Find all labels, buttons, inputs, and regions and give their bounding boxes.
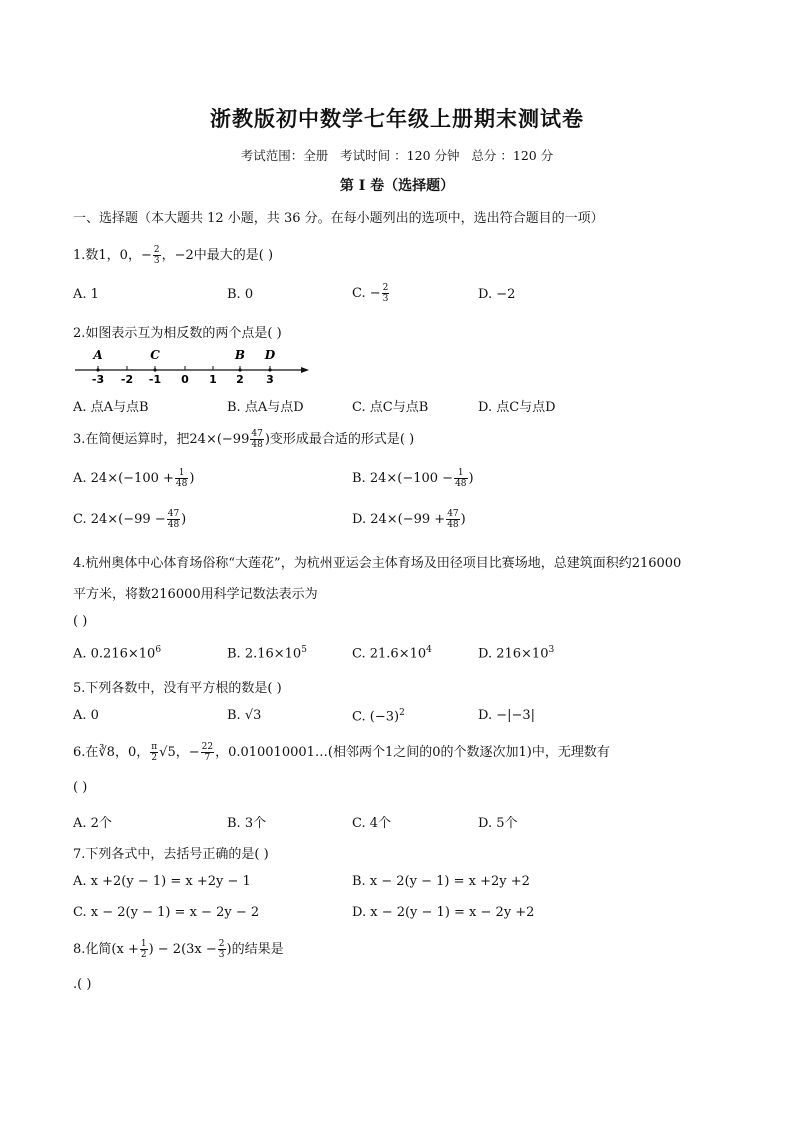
q3-option-d: D. 24×(−99 + $\frac{47}{48}$ ) [352, 509, 466, 530]
q1-option-a: A. 1 [73, 287, 99, 302]
q1-option-d: D. −2 [478, 287, 516, 302]
number-line-point-label: B [234, 348, 246, 362]
question-4-line-2: 平方米，将数216000用科学记数法表示为 [73, 587, 318, 602]
question-4-line-1: 4.杭州奥体中心体育场俗称“大莲花”，为杭州亚运会主体育场及田径项目比赛场地，总建筑面积约216000 [73, 556, 682, 571]
q6-option-d: D. 5个 [478, 816, 518, 831]
q5-option-b: B. √3 [227, 708, 262, 723]
volume-heading: 第 I 卷（选择题） [339, 178, 455, 194]
q4-option-b: B. $2.16\times 10^5$ [227, 645, 307, 662]
number-line-tick-label: 3 [266, 373, 274, 384]
q2-option-b: B. 点A与点D [227, 400, 304, 415]
q3-option-b: B. 24×(−100 − $\frac{1}{48}$ ) [352, 468, 474, 489]
question-1 [73, 244, 273, 266]
number-line-point-label: D [264, 348, 276, 362]
question-3: 3.在简便运算时，把24×(−99 $\frac{47}{48}$ )变形成最合适的形式是( ) [73, 429, 415, 450]
section-heading: 一、选择题（本大题共 12 小题，共 36 分。在每小题列出的选项中，选出符合题目的一项） [73, 211, 604, 226]
q1-option-c: C. − $\frac{2}{3}$ [352, 283, 389, 304]
q1-fraction: $\frac{2}{3}$ [153, 245, 160, 266]
number-line-point-label: A [93, 348, 103, 362]
page-title: 浙教版初中数学七年级上册期末测试卷 [210, 107, 584, 131]
number-line-point-c [153, 368, 156, 371]
q7-option-d: D. x − 2(y − 1) = x − 2y +2 [352, 905, 535, 920]
q1-text-pre: 1.数1，0，− [73, 248, 152, 263]
number-line-point-a [96, 368, 99, 371]
q5-option-d: D. −|−3| [478, 708, 536, 723]
q6-option-b: B. 3个 [227, 816, 267, 831]
number-line-tick-label: -3 [91, 373, 105, 384]
number-line-arrow [301, 367, 309, 373]
q1-option-b: B. 0 [227, 287, 254, 302]
q4-option-c: C. $21.6\times 10^4$ [352, 645, 432, 662]
q6-option-c: C. 4个 [352, 816, 392, 831]
q2-option-d: D. 点C与点D [478, 400, 556, 415]
q5-option-a: A. 0 [73, 708, 99, 723]
number-line-point-label: C [150, 348, 160, 362]
question-4-line-3: ( ) [73, 614, 88, 629]
q5-option-c: C. $(-3)^2$ [352, 708, 405, 725]
question-8-line-2: .( ) [73, 977, 92, 992]
number-line-tick-label: 1 [209, 373, 217, 384]
q6-option-a: A. 2个 [73, 816, 112, 831]
number-line-tick-label: -1 [148, 373, 162, 384]
number-line-tick-label: 0 [181, 373, 189, 384]
q7-option-c: C. x − 2(y − 1) = x − 2y − 2 [73, 905, 260, 920]
q3-option-c: C. 24×(−99 − $\frac{47}{48}$ ) [73, 509, 187, 530]
question-8: 8.化简(x + $\frac{1}{2}$ ) − 2(3x − $\frac{2}{3}$ )的结果是 [73, 939, 284, 960]
number-line-point-d [268, 368, 271, 371]
question-6-line-2: ( ) [73, 780, 88, 795]
q7-option-b: B. x − 2(y − 1) = x +2y +2 [352, 874, 530, 889]
q3-option-a: A. 24×(−100 + $\frac{1}{48}$ ) [73, 468, 195, 489]
q1-text-post: ，−2中最大的是( ) [161, 248, 274, 263]
question-2: 2.如图表示互为相反数的两个点是( ) [73, 326, 282, 341]
exam-info: 考试范围：全册 考试时间 ：120 分钟 总分 ：120 分 [240, 148, 554, 163]
q2-option-a: A. 点A与点B [73, 400, 149, 415]
question-5: 5.下列各数中，没有平方根的数是( ) [73, 681, 282, 696]
question-6: 6.在∛8，0， $\frac{\pi}{2}$ √5，− $\frac{22}{7}$ ，0.010010001…(相邻两个1之间的0的个数逐次加1)中，无理数有 [73, 742, 610, 763]
number-line-tick-label: 2 [236, 373, 244, 384]
q7-option-a: A. x +2(y − 1) = x +2y − 1 [73, 874, 251, 889]
number-line-point-b [238, 368, 241, 371]
q4-option-a: A. $0.216\times 10^6$ [73, 645, 162, 662]
q4-option-d: D. $216\times 10^3$ [478, 645, 555, 662]
q2-option-c: C. 点C与点B [352, 400, 429, 415]
number-line-tick-label: -2 [120, 373, 134, 384]
number-line-figure [73, 348, 323, 384]
question-7: 7.下列各式中，去括号正确的是( ) [73, 847, 269, 862]
